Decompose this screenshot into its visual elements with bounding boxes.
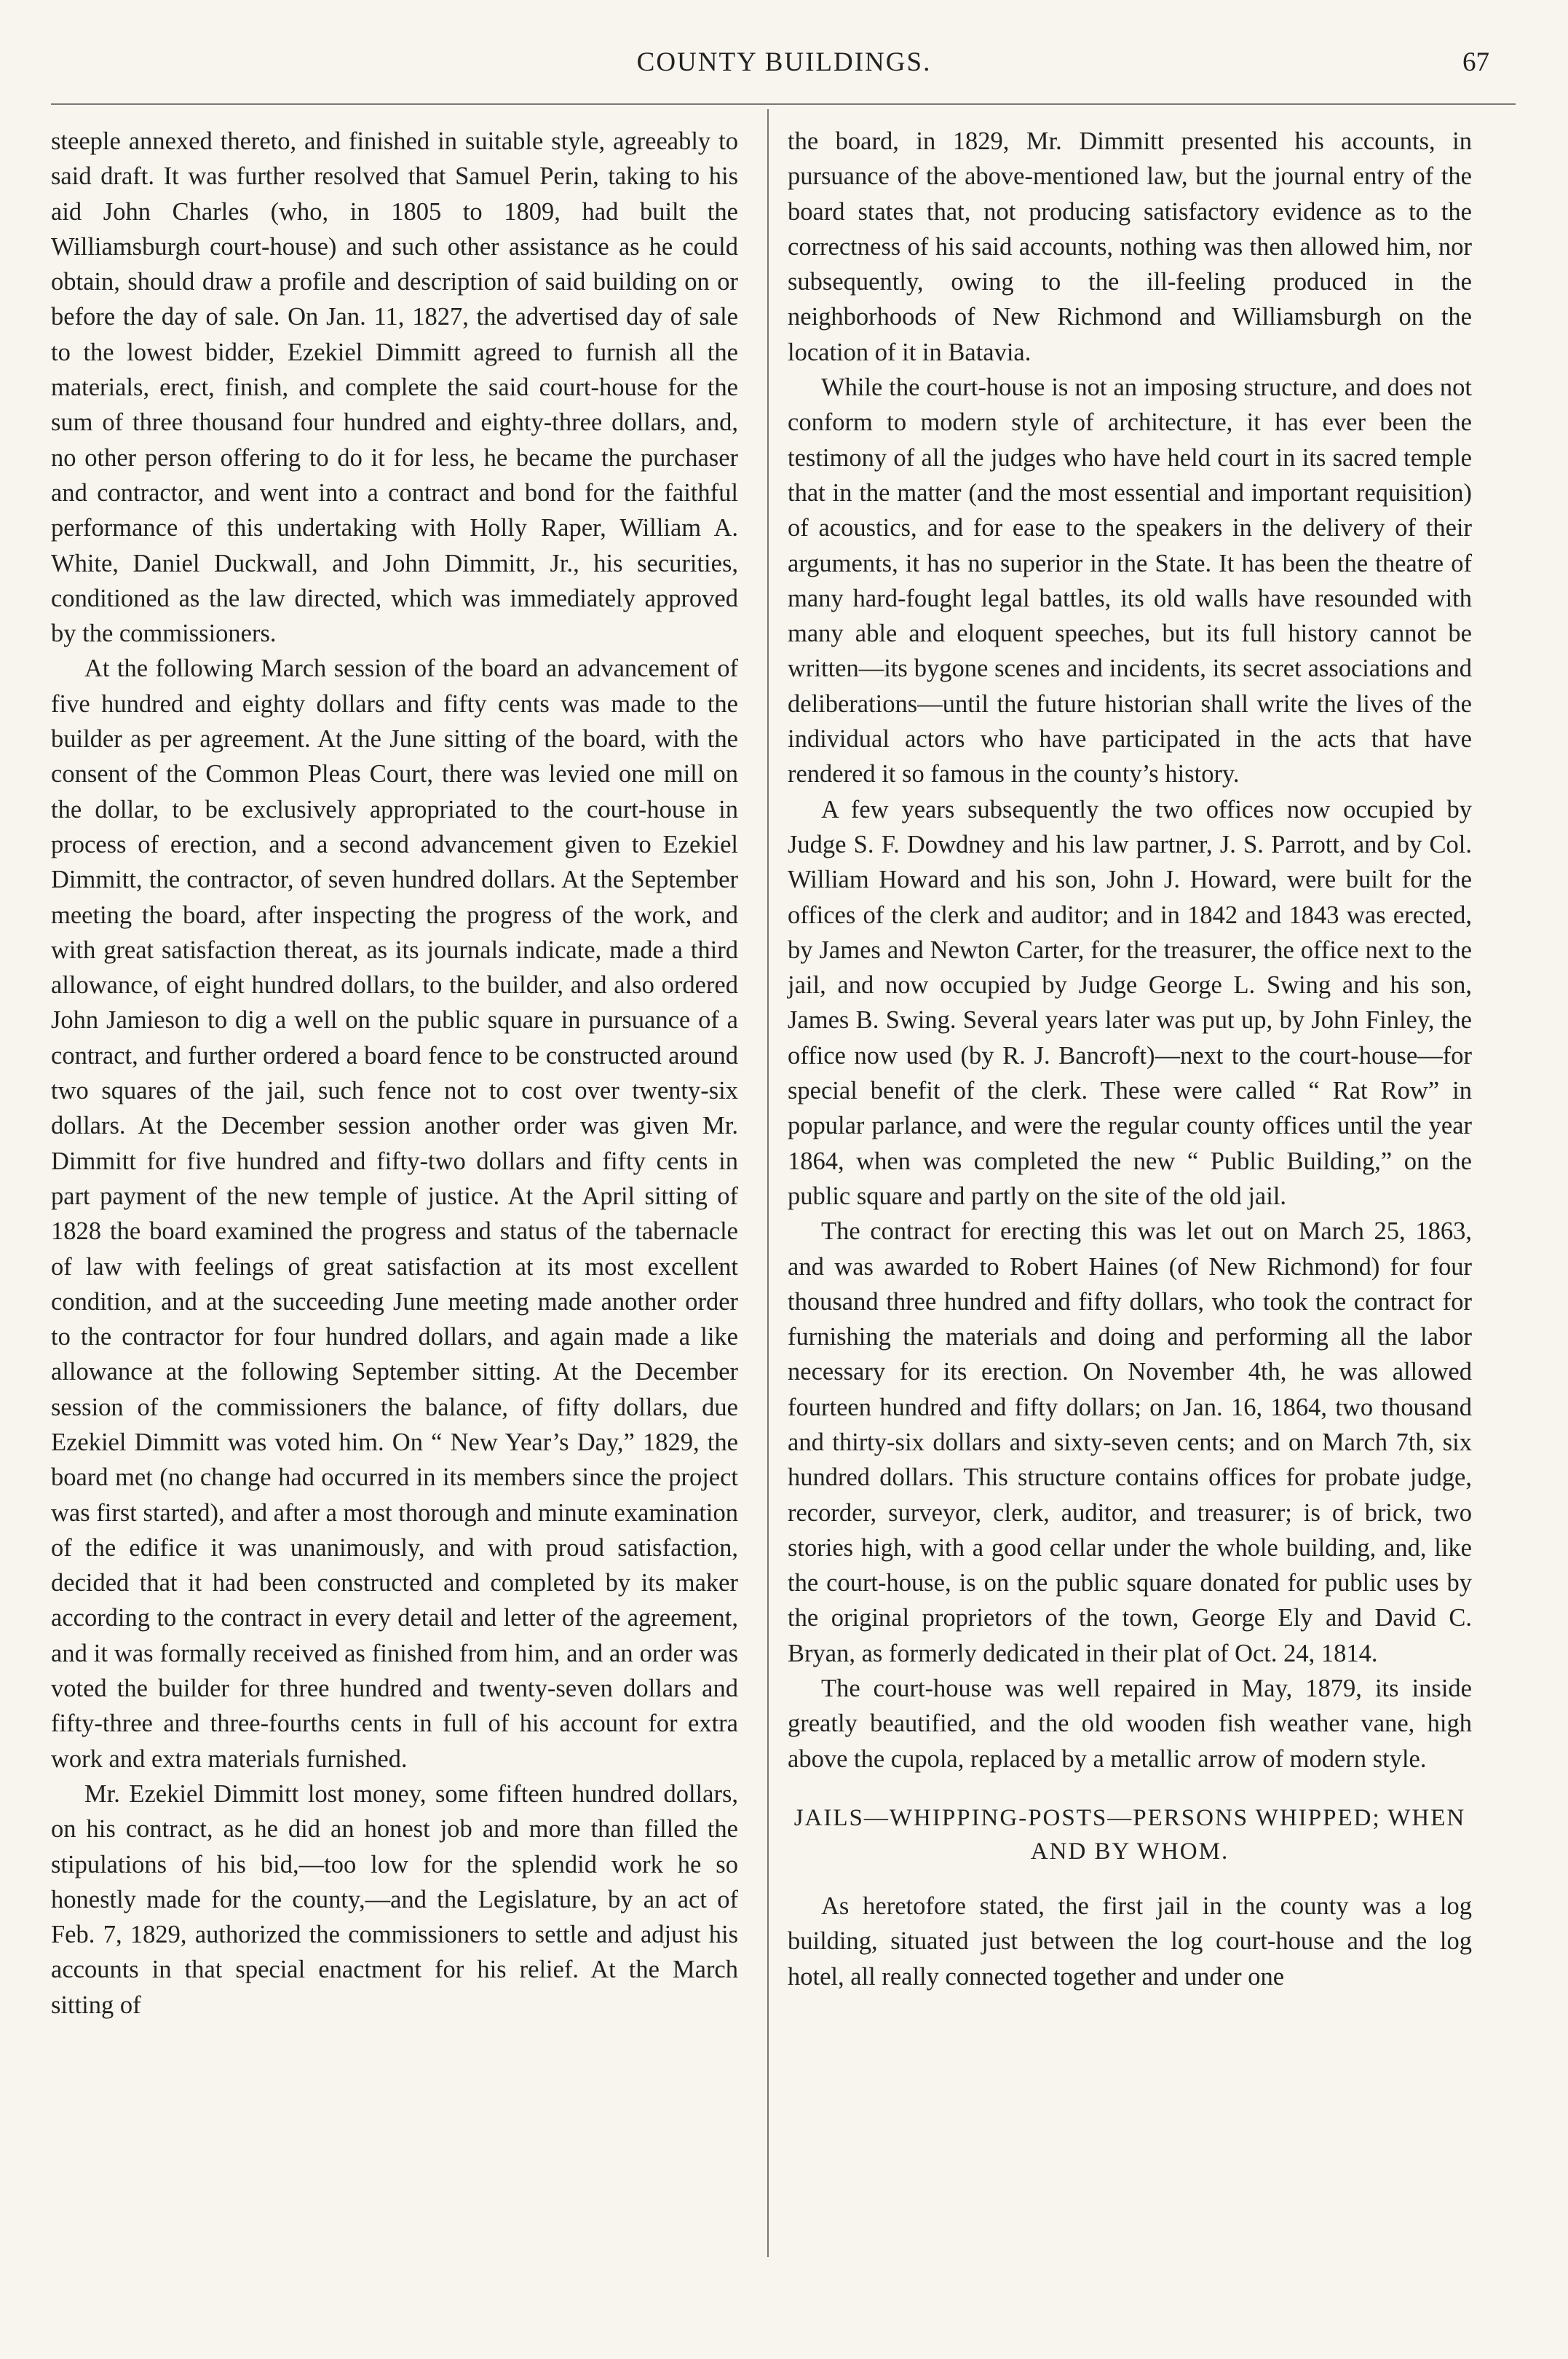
paragraph: The court-house was well repaired in May, 1879, its inside greatly beautified, and the old wooden fish weather vane, high above the cupola, replaced by a metallic arrow of modern style. <box>788 1675 1472 1773</box>
page-header <box>0 42 1568 86</box>
paragraph: While the court-house is not an imposing structure, and does not conform to modern style of architecture, it has ever been the testimony of all the judges who have held court in its sacred temple that in the matter (and the most essential and important requisition) of acoustics, and for ease to the speakers in the delivery of their arguments, it has no superior in the State. It has been the theatre of many hard-fought legal battles, its old walls have resounded with many able and eloquent speeches, but its full history cannot be written—its bygone scenes and incidents, its secret associations and deliberations—until the future historian shall write the lives of the individual actors who have participated in the acts that have rendered it so famous in the county’s history. <box>788 374 1472 789</box>
paragraph: steeple annexed thereto, and finished in suitable style, agreeably to said draft. It was further resolved that Samuel Perin, taking to his aid John Charles (who, in 1805 to 1809, had built the Williamsburgh court-house) and such other assistance as he could obtain, should draw a profile and description of said building on or before the day of sale. On Jan. 11, 1827, the advertised day of sale to the lowest bidder, Ezekiel Dimmitt agreed to furnish all the materials, erect, finish, and complete the said court-house for the sum of three thousand four hundred and eighty-three dollars, and, no other person offering to do it for less, he became the purchaser and contractor, and went into a contract and bond for the faithful performance of this undertaking with Holly Raper, William A. White, Daniel Duckwall, and John Dimmitt, Jr., his securities, conditioned as the law directed, which was immediately approved by the commissioners. <box>51 127 738 648</box>
paragraph: As heretofore stated, the first jail in the county was a log building, situated just between the log court-house and the log hotel, all really connected together and under one <box>788 1892 1472 1991</box>
section-heading: JAILS—WHIPPING-POSTS—PERSONS WHIPPED; WHEN AND BY WHOM. <box>793 1804 1466 1865</box>
column-divider <box>767 109 769 2257</box>
paragraph: A few years subsequently the two offices now occupied by Judge S. F. Dowdney and his law partner, J. S. Parrott, and by Col. William Howard and his son, John J. Howard, were built for the offices of the clerk and auditor; and in 1842 and 1843 was erected, by James and Newton Carter, for the treasurer, the office next to the jail, and now occupied by Judge George L. Swing and his son, James B. Swing. Several years later was put up, by John Finley, the office now used (by R. J. Bancroft)—next to the court-house—for special benefit of the clerk. These were called “ Rat Row” in popular parlance, and were the regular county offices until the year 1864, when was completed the new “ Public Building,” on the public square and partly on the site of the old jail. <box>788 795 1472 1210</box>
paragraph: At the following March session of the board an advancement of five hundred and eighty dollars and fifty cents was made to the builder as per agreement. At the June sitting of the board, with the consent of the Common Pleas Court, there was levied one mill on the dollar, to be exclusively appropriated to the court-house in process of erection, and a second advancement given to Ezekiel Dimmitt, the contractor, of seven hundred dollars. At the September meeting the board, after inspecting the progress of the work, and with great satisfaction thereat, as its journals indicate, made a third allowance, of eight hundred dollars, to the builder, and also ordered John Jamieson to dig a well on the public square in pursuance of a contract, and further ordered a board fence to be constructed around two squares of the jail, such fence not to cost over twenty-six dollars. At the December session another order was given Mr. Dimmitt for five hundred and fifty-two dollars and fifty cents in part payment of the new temple of justice. At the April sitting of 1828 the board examined the progress and status of the tabernacle of law with feelings of great satisfaction at its most excellent condition, and at the succeeding June meeting made another order to the contractor for four hundred dollars, and again made a like allowance at the following September sitting. At the December session of the commissioners the balance, of fifty dollars, due Ezekiel Dimmitt was voted him. On “ New Year’s Day,” 1829, the board met (no change had occurred in its members since the project was first started), and after a most thorough and minute examination of the edifice it was unanimously, and with proud satisfaction, decided that it had been constructed and completed by its maker according to the contract in every detail and letter of the agreement, and it was formally received as finished from him, and an order was voted the builder for three hundred and twenty-seven dollars and fifty-three and three-fourths cents in full of his account for extra work and extra materials furnished. <box>51 655 738 1773</box>
page-number: 67 <box>1462 47 1489 77</box>
header-rule <box>51 103 1516 105</box>
right-column <box>788 124 1472 1994</box>
left-column <box>51 124 738 2023</box>
running-title: COUNTY BUILDINGS. <box>636 47 932 77</box>
paragraph: The contract for erecting this was let out on March 25, 1863, and was awarded to Robert Haines (of New Richmond) for four thousand three hundred and fifty dollars, who took the contract for furnishing the materials and doing and performing all the labor necessary for its erection. On November 4th, he was allowed fourteen hundred and fifty dollars; on Jan. 16, 1864, two thousand and thirty-six dollars and sixty-seven cents; and on March 7th, six hundred dollars. This structure contains offices for probate judge, recorder, surveyor, clerk, auditor, and treasurer; is of brick, two stories high, with a good cellar under the whole building, and, like the court-house, is on the public square donated for public uses by the original proprietors of the town, George Ely and David C. Bryan, as formerly dedicated in their plat of Oct. 24, 1814. <box>788 1217 1472 1667</box>
paragraph: the board, in 1829, Mr. Dimmitt presented his accounts, in pursuance of the above-mentioned law, but the journal entry of the board states that, not producing satisfactory evidence as to the correctness of his said accounts, nothing was then allowed him, nor subsequently, owing to the ill-feeling produced in the neighborhoods of New Richmond and Williamsburgh on the location of it in Batavia. <box>788 127 1472 366</box>
paragraph: Mr. Ezekiel Dimmitt lost money, some fifteen hundred dollars, on his contract, as he did an honest job and more than filled the stipulations of his bid,—too low for the splendid work he so honestly made for the county,—and the Legislature, by an act of Feb. 7, 1829, authorized the commissioners to settle and adjust his accounts in that special enactment for his relief. At the March sitting of <box>51 1779 738 2019</box>
